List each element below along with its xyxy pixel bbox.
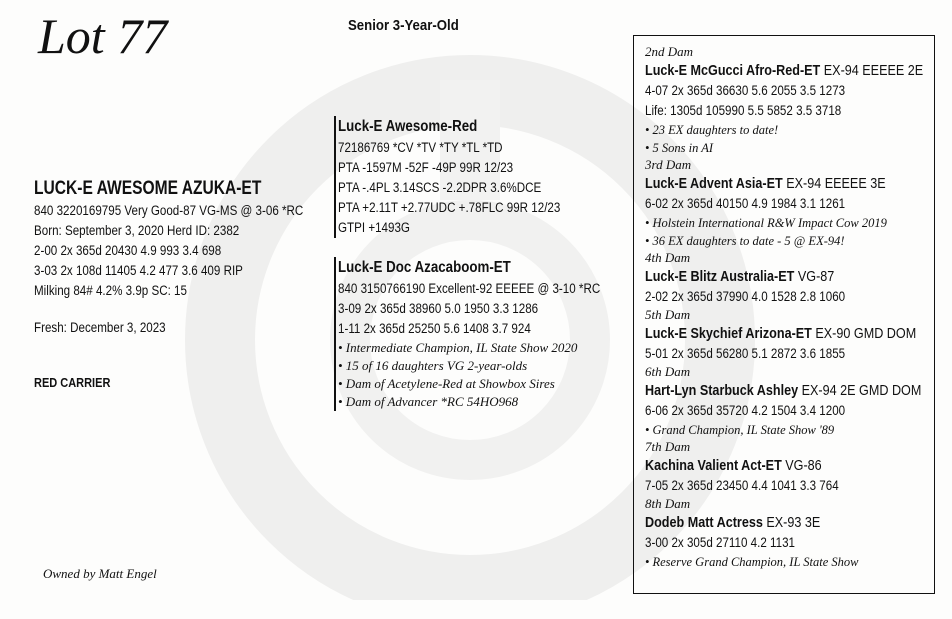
dam-line: 3-09 2x 365d 38960 5.0 1950 3.3 1286 <box>338 301 539 316</box>
red-carrier-label: RED CARRIER <box>34 376 111 390</box>
ancestor-record: 3-00 2x 305d 27110 4.2 1131 <box>645 535 795 550</box>
generation-label: 5th Dam <box>645 307 691 322</box>
ancestor-name-text: Luck-E Advent Asia-ET <box>645 175 783 192</box>
ancestor-record: 7-05 2x 365d 23450 4.4 1041 3.3 764 <box>645 478 839 493</box>
dam-block <box>334 257 643 411</box>
animal-line: 3-03 2x 108d 11405 4.2 477 3.6 409 RIP <box>34 263 243 278</box>
generation-label: 4th Dam <box>645 250 691 265</box>
dam-note: • Dam of Advancer *RC 54HO968 <box>338 394 519 409</box>
dam-note: • 15 of 16 daughters VG 2-year-olds <box>338 358 528 373</box>
ancestor-score: EX-94 EEEEE 2E <box>820 62 924 79</box>
ancestor-score: EX-94 EEEEE 3E <box>782 175 886 192</box>
ancestor-note: • Reserve Grand Champion, IL State Show <box>645 555 859 569</box>
sire-name: Luck-E Awesome-Red <box>338 118 478 135</box>
ancestor-name-text: Dodeb Matt Actress <box>645 514 763 531</box>
sire-line: PTA -1597M -52F -49P 99R 12/23 <box>338 160 514 175</box>
lot-title: Lot 77 <box>38 8 168 64</box>
ancestor-score: EX-94 2E GMD DOM <box>798 382 922 399</box>
owner-label: Owned by Matt Engel <box>43 566 157 581</box>
generation-label: 6th Dam <box>645 364 691 379</box>
ancestor-record: 4-07 2x 365d 36630 5.6 2055 3.5 1273 <box>645 83 846 98</box>
ancestor-name-text: Hart-Lyn Starbuck Ashley <box>645 382 799 399</box>
ancestor-record: 6-06 2x 365d 35720 4.2 1504 3.4 1200 <box>645 403 846 418</box>
ancestor-note: • Grand Champion, IL State Show '89 <box>645 423 835 437</box>
generation-label: 2nd Dam <box>645 44 694 59</box>
fresh-date: Fresh: December 3, 2023 <box>34 320 166 335</box>
ancestor-score: EX-93 3E <box>762 514 821 531</box>
dam-name: Luck-E Doc Azacaboom-ET <box>338 259 511 276</box>
dam-line: 1-11 2x 365d 25250 5.6 1408 3.7 924 <box>338 321 531 336</box>
ancestor-record: 5-01 2x 365d 56280 5.1 2872 3.6 1855 <box>645 346 846 361</box>
ancestor-name <box>645 266 888 287</box>
ancestor-name <box>645 455 888 476</box>
sire-line: PTA +2.11T +2.77UDC +.78FLC 99R 12/23 <box>338 200 561 215</box>
ancestor-name <box>645 380 922 401</box>
animal-line: Born: September 3, 2020 Herd ID: 2382 <box>34 223 240 238</box>
ancestor-note: • 5 Sons in AI <box>645 141 714 155</box>
generation-label: 7th Dam <box>645 439 691 454</box>
sire-line: GTPI +1493G <box>338 220 410 235</box>
ancestor-name-text: Luck-E McGucci Afro-Red-ET <box>645 62 821 79</box>
ancestor-record: 6-02 2x 365d 40150 4.9 1984 3.1 1261 <box>645 196 846 211</box>
animal-info <box>34 177 347 301</box>
pedigree-box <box>633 35 935 594</box>
generation-label: 8th Dam <box>645 496 691 511</box>
dam-note: • Intermediate Champion, IL State Show 2020 <box>338 340 578 355</box>
ancestor-name <box>645 323 917 344</box>
dam-line: 840 3150766190 Excellent-92 EEEEE @ 3-10 *RC <box>338 281 601 296</box>
sire-block <box>334 116 597 238</box>
class-label: Senior 3-Year-Old <box>348 17 459 34</box>
ancestor-note: • Holstein International R&W Impact Cow 2019 <box>645 216 887 230</box>
ancestor-score: EX-90 GMD DOM <box>811 325 917 342</box>
generation-label: 3rd Dam <box>645 157 692 172</box>
animal-line: Milking 84# 4.2% 3.9p SC: 15 <box>34 283 187 298</box>
ancestor-name <box>645 512 888 533</box>
animal-line: 840 3220169795 Very Good-87 VG-MS @ 3-06 *RC <box>34 203 304 218</box>
ancestor-name-text: Luck-E Blitz Australia-ET <box>645 268 795 285</box>
ancestor-note: • 36 EX daughters to date - 5 @ EX-94! <box>645 234 845 248</box>
ancestor-name-text: Luck-E Skychief Arizona-ET <box>645 325 812 342</box>
dam-note: • Dam of Acetylene-Red at Showbox Sires <box>338 376 555 391</box>
sire-line: PTA -.4PL 3.14SCS -2.2DPR 3.6%DCE <box>338 180 542 195</box>
ancestor-note: • 23 EX daughters to date! <box>645 123 779 137</box>
ancestor-name <box>645 173 888 194</box>
ancestor-record: Life: 1305d 105990 5.5 5852 3.5 3718 <box>645 103 842 118</box>
animal-line: 2-00 2x 365d 20430 4.9 993 3.4 698 <box>34 243 222 258</box>
ancestor-score: VG-86 <box>781 457 822 474</box>
ancestor-score: VG-87 <box>794 268 835 285</box>
ancestor-name-text: Kachina Valient Act-ET <box>645 457 782 474</box>
ancestor-record: 2-02 2x 365d 37990 4.0 1528 2.8 1060 <box>645 289 846 304</box>
ancestor-name <box>645 60 924 81</box>
sire-line: 72186769 *CV *TV *TY *TL *TD <box>338 140 503 155</box>
animal-name: LUCK-E AWESOME AZUKA-ET <box>34 178 262 199</box>
